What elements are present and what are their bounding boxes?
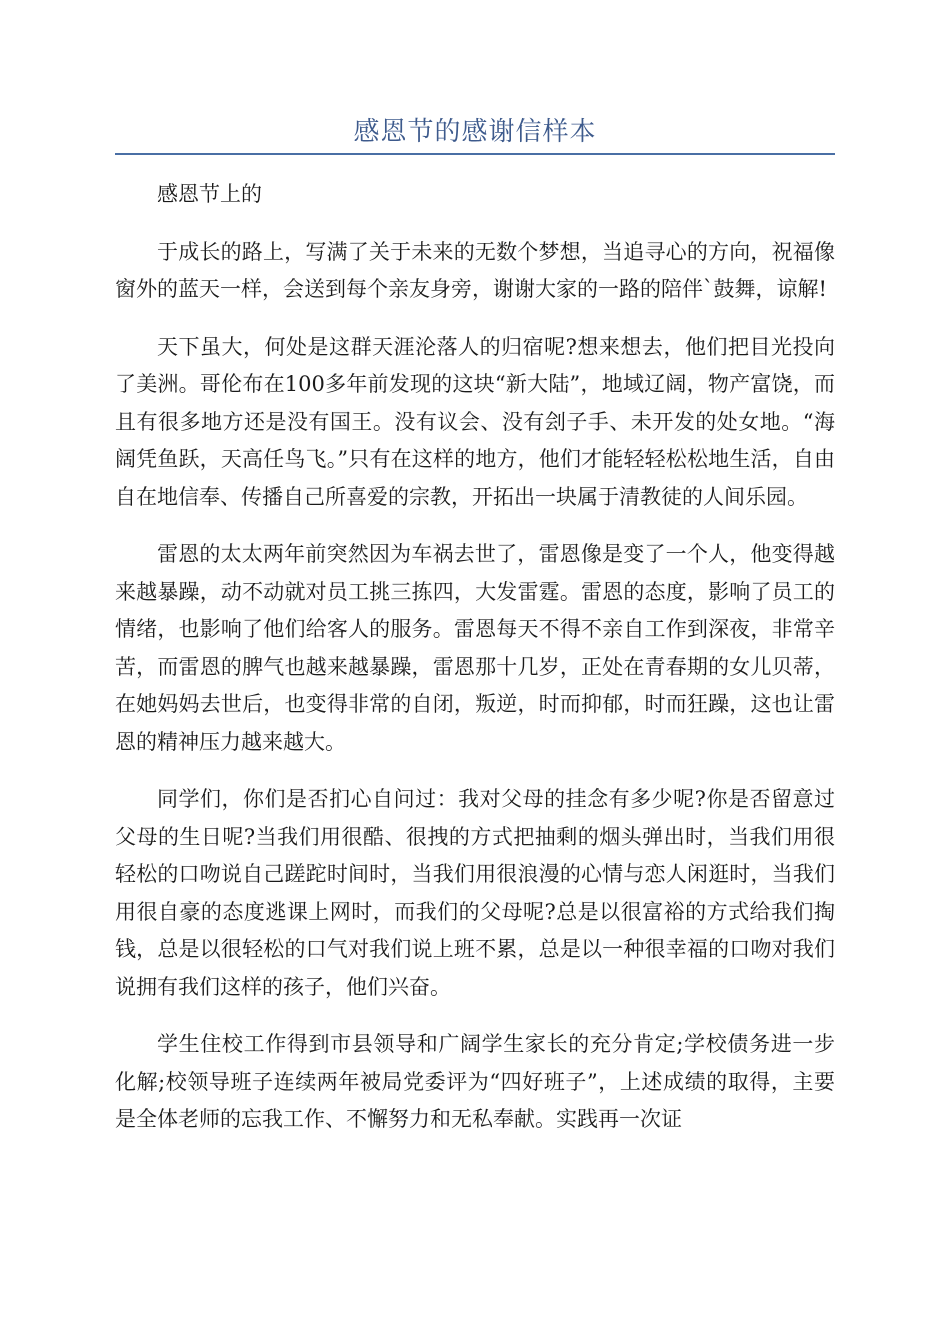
paragraph: 学生住校工作得到市县领导和广阔学生家长的充分肯定;学校债务进一步化解;校领导班子连续两年被局党委评为“四好班子”，上述成绩的取得，主要是全体老师的忘我工作、不懈努力和无私奉献。实践再一次证: [115, 1032, 835, 1131]
title-underline: [115, 153, 835, 155]
document-title: 感恩节的感谢信样本: [353, 117, 597, 147]
paragraph: 同学们，你们是否扪心自问过：我对父母的挂念有多少呢?你是否留意过父母的生日呢?当我们用很酷、很拽的方式把抽剩的烟头弹出时，当我们用很轻松的口吻说自己蹉跎时间时，当我们用很浪漫的心情与恋人闲逛时，当我们用很自豪的态度逃课上网时，而我们的父母呢?总是以很富裕的方式给我们掏钱，总是以很轻松的口气对我们说上班不累，总是以一种很幸福的口吻对我们说拥有我们这样的孩子，他们兴奋。: [115, 787, 835, 999]
paragraph: 雷恩的太太两年前突然因为车祸去世了，雷恩像是变了一个人，他变得越来越暴躁，动不动就对员工挑三拣四，大发雷霆。雷恩的态度，影响了员工的情绪，也影响了他们给客人的服务。雷恩每天不得不亲自工作到深夜，非常辛苦，而雷恩的脾气也越来越暴躁，雷恩那十几岁，正处在青春期的女儿贝蒂，在她妈妈去世后，也变得非常的自闭，叛逆，时而抑郁，时而狂躁，这也让雷恩的精神压力越来越大。: [115, 542, 835, 754]
document-body: [115, 176, 835, 1159]
paragraph: 于成长的路上，写满了关于未来的无数个梦想，当追寻心的方向，祝福像窗外的蓝天一样，会送到每个亲友身旁，谢谢大家的一路的陪伴`鼓舞，谅解!: [115, 239, 835, 301]
paragraph: 天下虽大，何处是这群天涯沦落人的归宿呢?想来想去，他们把目光投向了美洲。哥伦布在100多年前发现的这块“新大陆”，地域辽阔，物产富饶，而且有很多地方还是没有国王。没有议会、没有刽子手、未开发的处女地。“海阔凭鱼跃，天高任鸟飞。”只有在这样的地方，他们才能轻轻松松地生活，自由自在地信奉、传播自己所喜爱的宗教，开拓出一块属于清教徒的人间乐园。: [115, 334, 835, 509]
paragraph-greeting: 感恩节上的: [157, 182, 262, 206]
